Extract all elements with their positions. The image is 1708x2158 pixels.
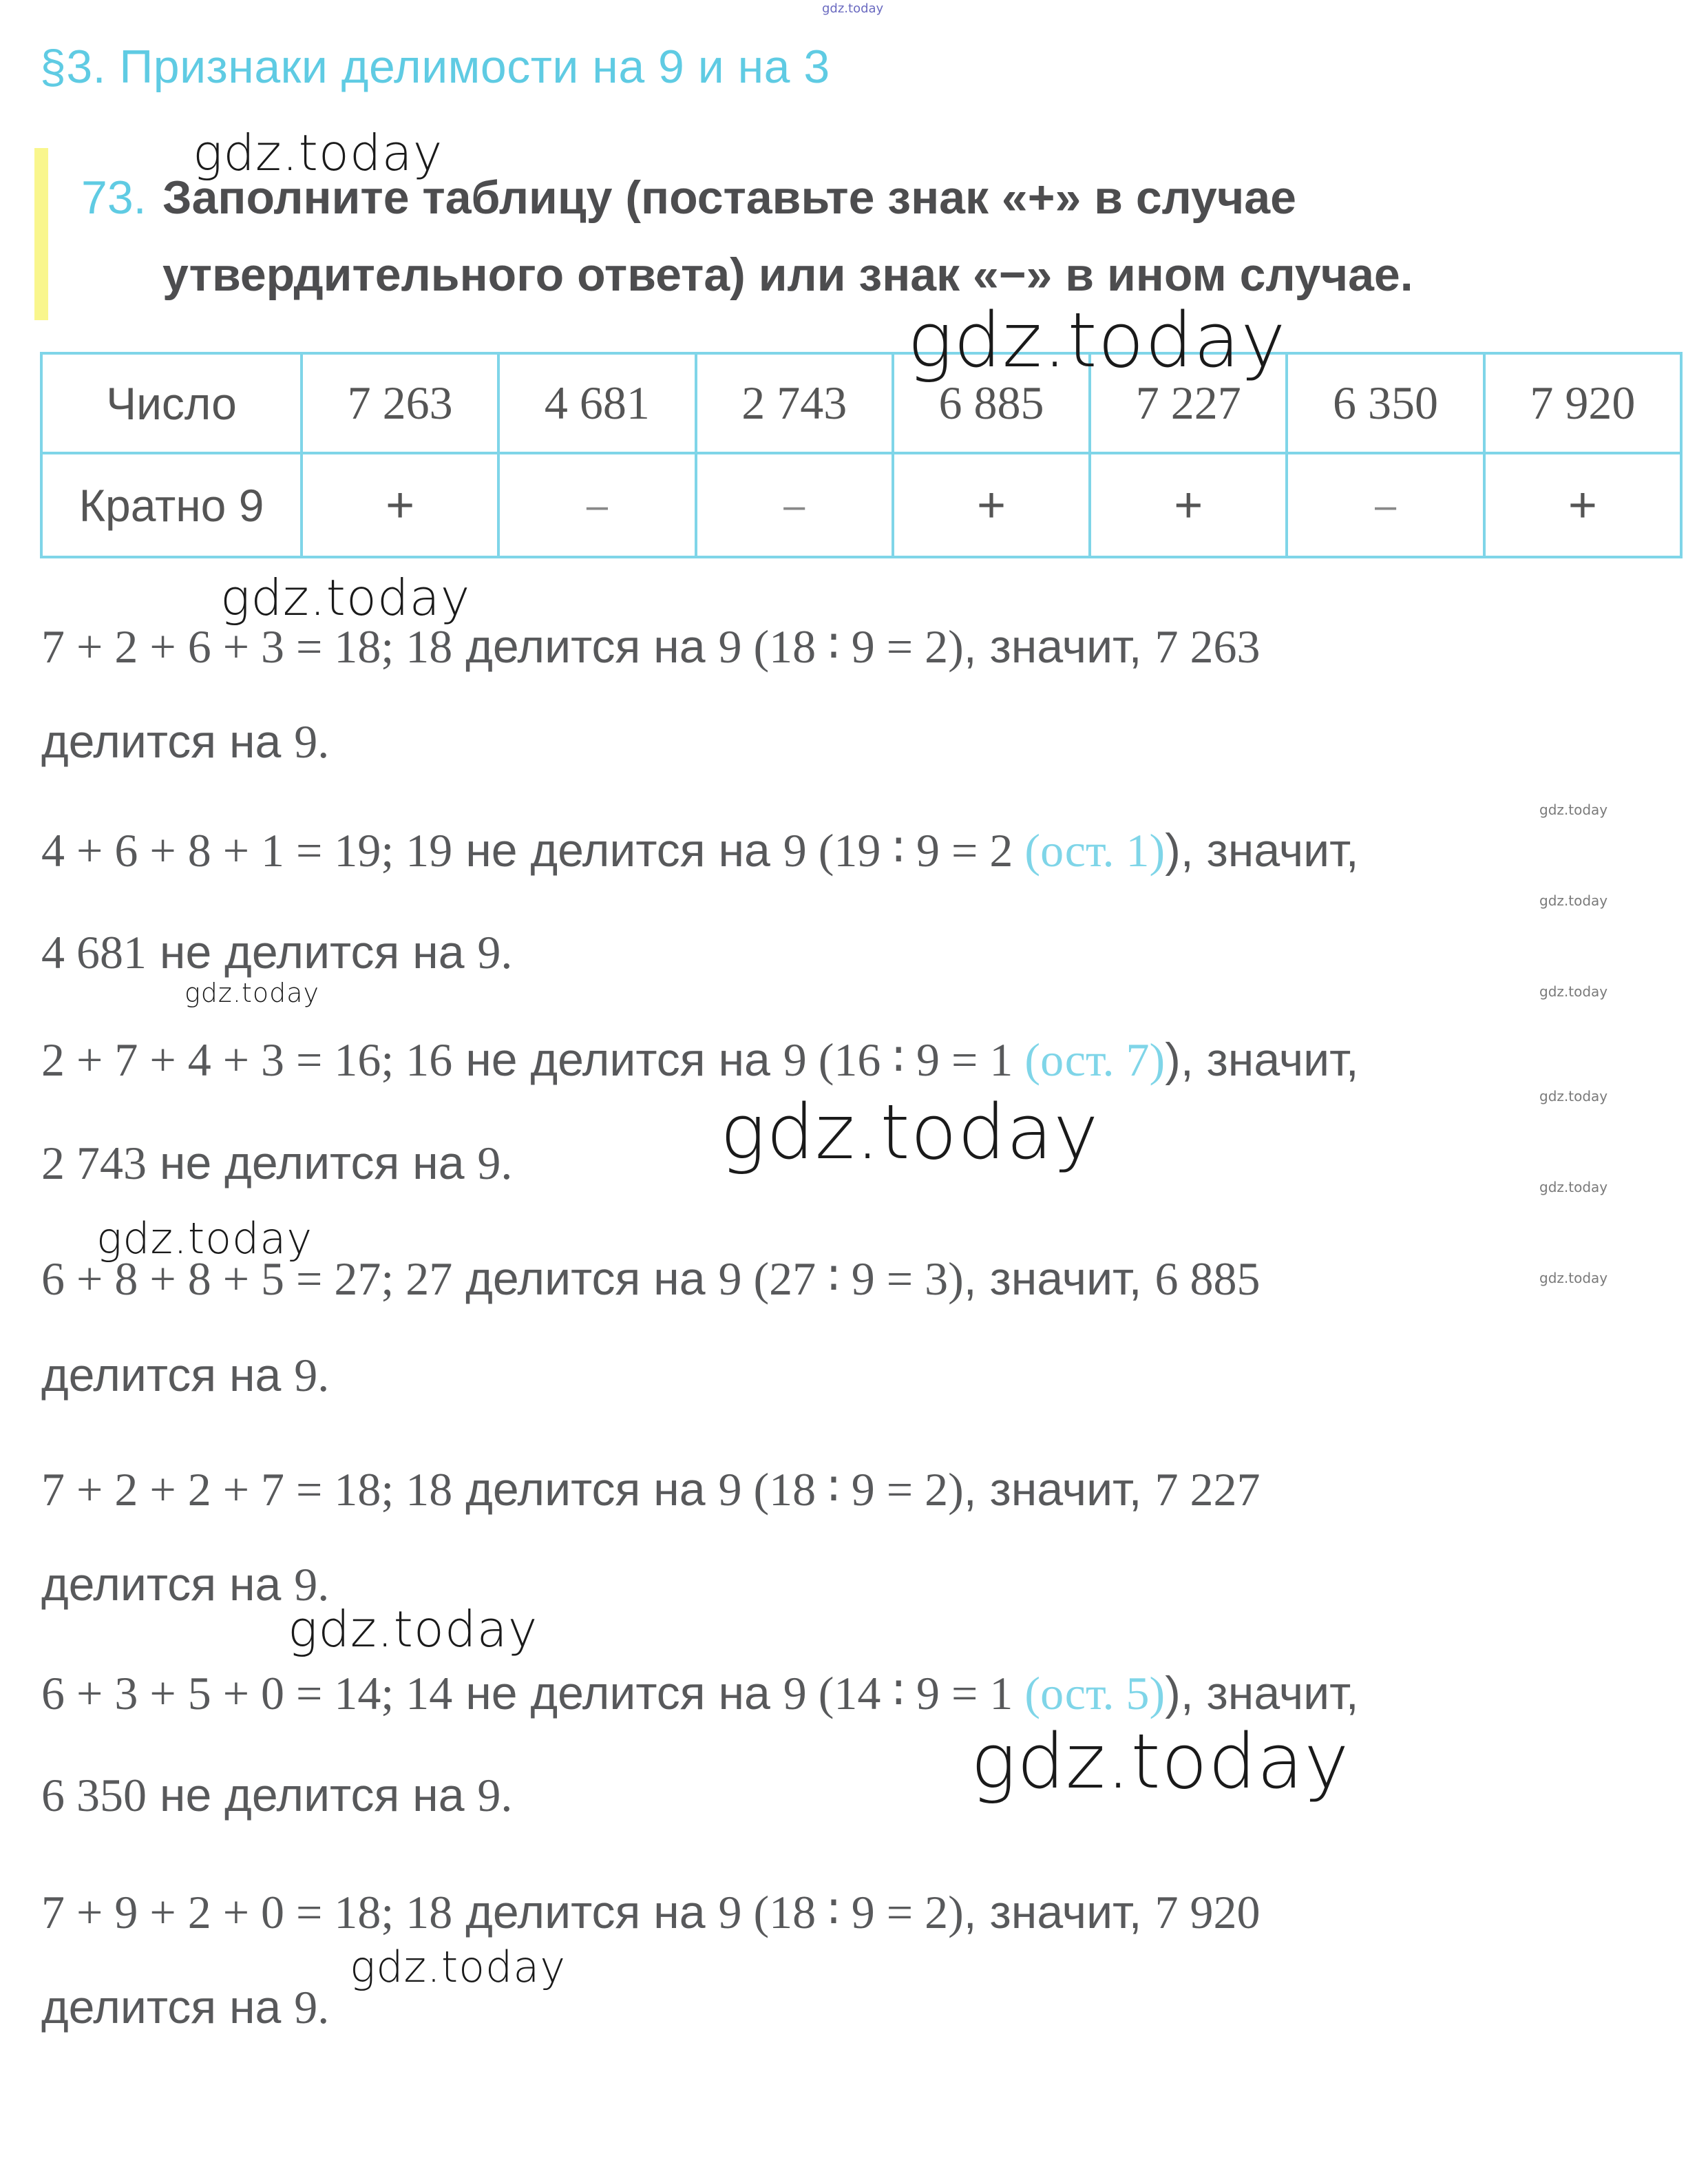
solution-text: не делится на — [147, 1769, 478, 1821]
table-cell-sign: + — [1090, 453, 1287, 557]
sum-expression: 6 + 3 + 5 + 0 = 14; 14 — [41, 1667, 453, 1719]
solution-tail: , значит, — [963, 1463, 1155, 1516]
watermark: gdz.today — [288, 1600, 538, 1658]
task-text-line-2: утвердительного ответа) или знак «−» в ином случае. — [162, 249, 1413, 301]
solution-2-line-2 — [41, 925, 512, 980]
solution-4-line-2 — [41, 1348, 329, 1403]
solution-math: 9. — [477, 1137, 513, 1189]
solution-math: 9. — [294, 715, 330, 768]
solution-number: 6 350 — [41, 1769, 147, 1821]
table-cell-sign: – — [1287, 453, 1484, 557]
remainder-note: (ост. 7) — [1024, 1034, 1166, 1086]
solution-tail: , значит, — [963, 620, 1155, 673]
sum-expression: 7 + 2 + 6 + 3 = 18; 18 — [41, 620, 453, 673]
section-heading: §3. Признаки делимости на 9 и на 3 — [40, 41, 830, 93]
watermark: gdz.today — [907, 296, 1287, 384]
solution-text: делится на — [41, 1349, 295, 1401]
table-cell-sign: – — [498, 453, 695, 557]
solution-number: 7 920 — [1155, 1886, 1261, 1938]
watermark-small: gdz.today — [1539, 983, 1608, 1000]
solution-2-line-1 — [41, 824, 1359, 878]
watermark-small: gdz.today — [1539, 802, 1608, 818]
solution-1-line-2 — [41, 715, 329, 769]
task-number: 73. — [81, 171, 147, 224]
solution-7-line-2 — [41, 1980, 329, 2035]
solution-number: 4 681 — [41, 926, 147, 978]
division-expression: 9 (18 ∶ 9 = 2) — [718, 1886, 964, 1938]
watermark-small: gdz.today — [1539, 892, 1608, 909]
watermark-small: gdz.today — [1539, 1179, 1608, 1195]
table-cell-number: 6 350 — [1287, 353, 1484, 453]
solution-number: 7 227 — [1155, 1463, 1261, 1516]
watermark: gdz.today — [220, 569, 471, 627]
solution-math: 9. — [294, 1558, 330, 1611]
solution-math: 9. — [477, 926, 513, 978]
solution-number: 2 743 — [41, 1137, 147, 1189]
sum-expression: 7 + 2 + 2 + 7 = 18; 18 — [41, 1463, 453, 1516]
table-cell-number: 6 885 — [893, 353, 1090, 453]
division-expression: 9 (14 ∶ 9 = 1 — [783, 1667, 1025, 1719]
sum-expression: 2 + 7 + 4 + 3 = 16; 16 — [41, 1034, 453, 1086]
solution-text: не делится на — [452, 1034, 783, 1086]
solution-text: не делится на — [147, 1137, 478, 1189]
division-expression: 9 (27 ∶ 9 = 3) — [718, 1253, 964, 1305]
solution-text: не делится на — [147, 926, 478, 978]
solution-tail: ), значит, — [1165, 1034, 1359, 1086]
watermark: gdz.today — [720, 1088, 1099, 1176]
solution-math: 9. — [294, 1981, 330, 2033]
remainder-note: (ост. 5) — [1024, 1667, 1166, 1719]
solution-6-line-1 — [41, 1666, 1359, 1721]
solution-text: делится на — [452, 1463, 719, 1516]
solution-math: 9. — [477, 1769, 513, 1821]
watermark-small: gdz.today — [1539, 1088, 1608, 1104]
solution-text: делится на — [41, 1558, 295, 1611]
solution-text: делится на — [41, 715, 295, 768]
table-cell-number: 7 263 — [302, 353, 498, 453]
solution-5-line-2 — [41, 1558, 329, 1612]
top-watermark: gdz.today — [822, 1, 884, 16]
solution-number: 7 263 — [1155, 620, 1261, 673]
watermark: gdz.today — [184, 978, 319, 1008]
row-label-multiple-of-9: Кратно 9 — [41, 453, 302, 557]
sum-expression: 6 + 8 + 8 + 5 = 27; 27 — [41, 1253, 453, 1305]
solution-text: делится на — [41, 1981, 295, 2033]
solution-6-line-2 — [41, 1768, 512, 1823]
solution-text: делится на — [452, 1886, 719, 1938]
task-text-line-1: Заполните таблицу (поставьте знак «+» в случае — [162, 171, 1296, 224]
solution-text: не делится на — [452, 824, 783, 877]
solution-3-line-1 — [41, 1033, 1359, 1087]
solution-text: делится на — [452, 620, 719, 673]
solution-math: 9. — [294, 1349, 330, 1401]
table-cell-number: 7 227 — [1090, 353, 1287, 453]
division-expression: 9 (16 ∶ 9 = 1 — [783, 1034, 1025, 1086]
solution-text: не делится на — [452, 1667, 783, 1719]
table-cell-sign: + — [302, 453, 498, 557]
solution-3-line-2 — [41, 1136, 512, 1191]
table-cell-sign: – — [696, 453, 893, 557]
table-cell-number: 4 681 — [498, 353, 695, 453]
watermark-small: gdz.today — [1539, 1270, 1608, 1286]
solution-text: делится на — [452, 1253, 719, 1305]
solution-tail: ), значит, — [1165, 824, 1359, 877]
row-label-number: Число — [41, 353, 302, 453]
watermark: gdz.today — [350, 1942, 567, 1992]
remainder-note: (ост. 1) — [1024, 824, 1166, 877]
division-expression: 9 (18 ∶ 9 = 2) — [718, 1463, 964, 1516]
table-row-numbers — [41, 353, 1681, 453]
table-cell-number: 2 743 — [696, 353, 893, 453]
watermark: gdz.today — [96, 1213, 313, 1264]
solution-tail: , значит, — [963, 1253, 1155, 1305]
solution-1-line-1 — [41, 620, 1260, 674]
table-cell-number: 7 920 — [1484, 353, 1681, 453]
solution-tail: , значит, — [963, 1886, 1155, 1938]
divisibility-table — [40, 352, 1683, 558]
solution-7-line-1 — [41, 1885, 1260, 1940]
solution-number: 6 885 — [1155, 1253, 1261, 1305]
division-expression: 9 (19 ∶ 9 = 2 — [783, 824, 1025, 877]
table-cell-sign: + — [1484, 453, 1681, 557]
division-expression: 9 (18 ∶ 9 = 2) — [718, 620, 964, 673]
table-cell-sign: + — [893, 453, 1090, 557]
watermark: gdz.today — [193, 124, 443, 182]
sum-expression: 7 + 9 + 2 + 0 = 18; 18 — [41, 1886, 453, 1938]
sum-expression: 4 + 6 + 8 + 1 = 19; 19 — [41, 824, 453, 877]
solution-5-line-1 — [41, 1463, 1260, 1517]
watermark: gdz.today — [971, 1717, 1350, 1805]
table-row-signs — [41, 453, 1681, 557]
solution-tail: ), значит, — [1165, 1667, 1359, 1719]
highlight-marker — [34, 148, 48, 320]
